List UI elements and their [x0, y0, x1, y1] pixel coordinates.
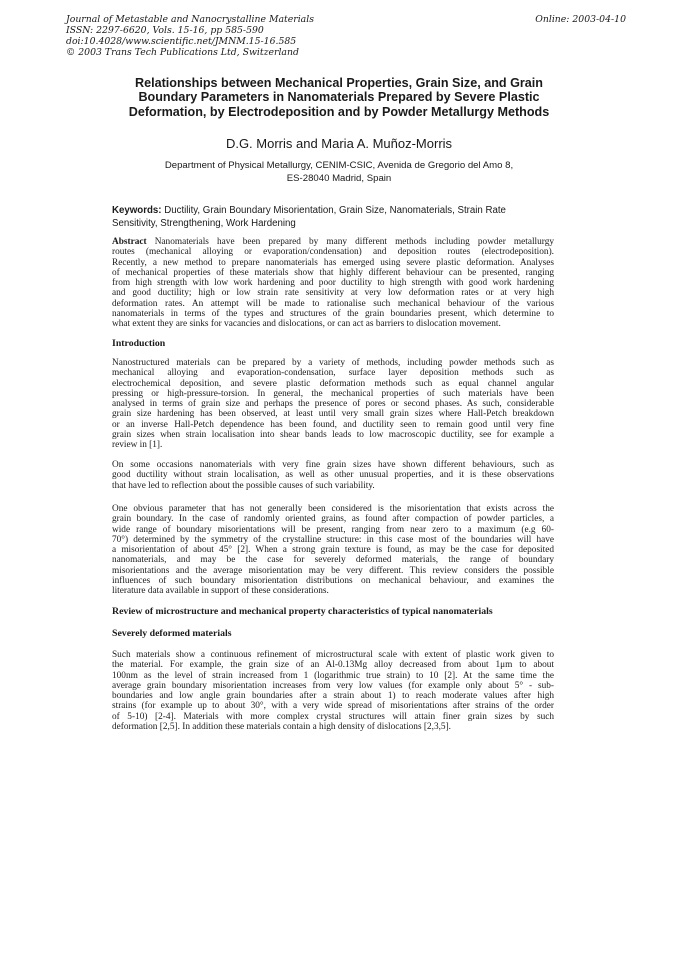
paragraph-line: One obvious parameter that has not generally been considered is the misorientation that exists across the — [112, 504, 554, 514]
paragraph-line: misorientations and the average misorientation may be very different. This review considers the possible — [112, 565, 554, 576]
title-line: Boundary Parameters in Nanomaterials Prepared by Severe Plastic — [138, 90, 540, 105]
heading-review: Review of microstructure and mechanical property characteristics of typical nanomaterials — [112, 606, 493, 617]
issn-line: ISSN: 2297-6620, Vols. 15-16, pp 585-590 — [66, 25, 264, 37]
severe-paragraph-1 — [112, 650, 554, 732]
paragraph-line: grain sizes when strain localisation into shear bands leads to low macroscopic ductility, see for example a — [112, 429, 554, 440]
paragraph-line: influences of such boundary misorientation distributions on mechanical behaviour, and examines the — [112, 575, 554, 586]
abstract-label: Abstract — [112, 237, 147, 247]
paragraph-line: mechanical alloying and evaporation-condensation, surface layer deposition methods such as — [112, 368, 554, 379]
doi-line: doi:10.4028/www.scientific.net/JMNM.15-16.585 — [66, 36, 297, 48]
paragraph-line: boundaries and low angle grain boundaries after a strain about 1) to reach moderate values after high — [112, 691, 554, 701]
paragraph-line: 100nm as the level of strain increased from 1 (logarithmic true strain) to 10 [2]. At the same time the — [112, 670, 554, 681]
intro-paragraph-2 — [112, 460, 554, 491]
paragraph-line: of 5-10) [2-4]. Materials with more complex crystal structures will attain finer grain sizes by such — [112, 711, 554, 722]
keywords-label: Keywords: — [112, 205, 162, 216]
intro-paragraph-1 — [112, 358, 554, 450]
paragraph-line: strains (for example up to about 30°, with a very wide spread of misorientations after strains of the order — [112, 701, 554, 712]
abstract-line: and good ductility; high or low strain rate sensitivity at very low deformation rates or at very high — [112, 288, 554, 299]
journal-name: Journal of Metastable and Nanocrystalline Materials — [66, 14, 314, 25]
paragraph-line: On some occasions nanomaterials with very fine grain sizes have shown different behaviours, such as — [112, 460, 554, 470]
paragraph-line: nanomaterials, and may be the case for severely deformed materials, the range of boundary — [112, 555, 554, 566]
journal-header — [66, 14, 626, 58]
intro-paragraph-3 — [112, 504, 554, 596]
paragraph-line: analysed in terms of grain size and perhaps the presence of pores or second phases. As such, considerable — [112, 399, 554, 409]
paragraph-line: grain size hardening has been observed, at least until very small grain sizes where Hall-Petch breakdown — [112, 409, 554, 420]
paragraph-line: grain boundary. In the case of randomly oriented grains, as found after compaction of powder particles, a — [112, 514, 554, 525]
abstract-line: nanomaterials in terms of the types and structures of the grain boundaries present, which determine to — [112, 308, 554, 319]
abstract-line: of mechanical properties of these materials show that highly different behaviour can be presented, ranging — [112, 267, 554, 278]
heading-introduction: Introduction — [112, 338, 166, 349]
heading-severely-deformed: Severely deformed materials — [112, 628, 232, 639]
abstract-line: routes (mechanical alloying or evaporation/condensation) and deposition routes (electrodeposition). — [112, 247, 554, 258]
paragraph-line: a misorientation of about 45° [2]. When a strong grain texture is found, as may be the case for deposited — [112, 545, 554, 555]
paragraph-line: 70°) determined by the symmetry of the crystalline structure: in this case most of the boundaries will have — [112, 534, 554, 545]
keywords — [112, 205, 564, 230]
paragraph-line: review in [1]. — [112, 440, 163, 450]
paragraph-line: pressing or high-pressure-torsion. In general, the mechanical properties of such materials have been — [112, 388, 554, 399]
paper-title — [108, 76, 570, 119]
paragraph-line: the material. For example, the grain size of an Al-0.13Mg alloy decreased from about 1μm to about — [112, 660, 554, 671]
affiliation-line: ES-28040 Madrid, Spain — [286, 172, 392, 184]
online-date: Online: 2003-04-10 — [535, 14, 626, 25]
paragraph-line: or an inverse Hall-Petch dependence has been found, and ductility seen to remain good until very fine — [112, 419, 554, 430]
paragraph-line: Nanostructured materials can be prepared by a variety of methods, including powder methods such as — [112, 358, 554, 368]
abstract-line: Recently, a new method to prepare nanomaterials has emerged using severe plastic deformation. Analyses — [112, 257, 554, 268]
paragraph-line: literature data available in support of these considerations. — [112, 586, 329, 596]
paragraph-line: good ductility without strain localisation, as well as other unusual properties, and it is these observations — [112, 470, 554, 481]
abstract-line: deformation rates. An attempt will be made to rationalise such mechanical behaviour of the various — [112, 298, 554, 309]
paragraph-line: average grain boundary misorientation increases from very low values (for example only about 5° - sub- — [112, 680, 554, 691]
title-line: Relationships between Mechanical Properties, Grain Size, and Grain — [134, 76, 543, 90]
authors: D.G. Morris and Maria A. Muñoz-Morris — [225, 136, 453, 151]
affiliation — [108, 160, 570, 185]
affiliation-line: Department of Physical Metallurgy, CENIM-CSIC, Avenida de Gregorio del Amo 8, — [164, 160, 514, 171]
paragraph-line: wide range of boundary misorientations will be present, ranging from near zero to a maximum (e.g 60- — [112, 524, 554, 535]
paragraph-line: that have led to reflection about the possible causes of such variability. — [112, 480, 375, 491]
abstract — [112, 237, 554, 329]
paragraph-line: deformation [2,5]. In addition these materials contain a high density of dislocations [2,3,5]. — [112, 721, 451, 732]
copyright-line: © 2003 Trans Tech Publications Ltd, Switzerland — [66, 47, 299, 59]
paragraph-line: Such materials show a continuous refinement of microstructural scale with extent of plastic work given to — [112, 650, 554, 660]
abstract-line: from high strength with low work hardening and poor ductility to high strength with good work hardening — [112, 278, 554, 288]
paragraph-line: electrochemical deposition, and severe plastic deformation methods such as equal channel angular — [112, 378, 554, 389]
keywords-line: Ductility, Grain Boundary Misorientation, Grain Size, Nanomaterials, Strain Rate — [164, 205, 506, 216]
abstract-line: what extent they are sinks for vacancies and dislocations, or can act as barriers to dislocation movement. — [112, 319, 501, 329]
title-line: Deformation, by Electrodeposition and by Powder Metallurgy Methods — [128, 104, 550, 119]
keywords-line: Sensitivity, Strengthening, Work Hardening — [112, 217, 296, 229]
abstract-line: Nanomaterials have been prepared by many different methods including powder metallurgy — [154, 237, 554, 247]
